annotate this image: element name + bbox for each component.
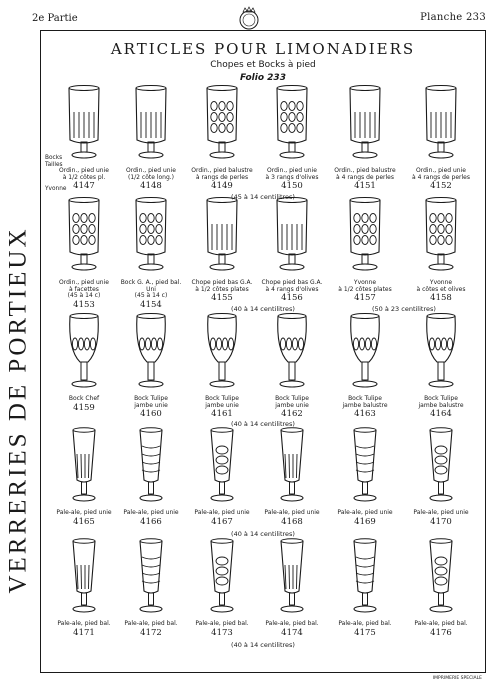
side-note-1: Bocks [45, 155, 63, 161]
glass-illustration [129, 82, 173, 168]
item-number: 4162 [281, 409, 303, 420]
item-caption: à rangs de perles [195, 173, 249, 181]
catalog-item [255, 310, 329, 419]
item-caption: Bock G. A., pied bal. [120, 279, 182, 286]
item-caption: Chope pied bas G.A. [191, 279, 253, 286]
catalog-item [47, 82, 121, 191]
catalog-item [114, 535, 188, 638]
catalog-item [114, 310, 188, 419]
glass-illustration [270, 82, 314, 168]
item-caption: Pale-ale, pied bal. [57, 620, 111, 627]
item-number: 4168 [281, 516, 303, 527]
item-number: 4170 [430, 516, 452, 527]
catalog-item [404, 424, 478, 527]
folio-label: Folio 233 [240, 73, 286, 83]
item-number: 4155 [211, 293, 233, 304]
page-subtitle: Chopes et Bocks à pied [210, 60, 316, 70]
item-caption: Pale-ale, pied unie [413, 509, 469, 516]
glass-illustration [343, 82, 387, 168]
item-caption: jambe balustre [418, 401, 464, 409]
item-caption: Chope pied bas G.A. [261, 279, 323, 286]
glass-illustration [200, 535, 244, 621]
glass-illustration [419, 194, 463, 280]
catalog-item [47, 310, 121, 413]
glass-illustration [270, 535, 314, 621]
item-caption: (45 à 14 c) [134, 292, 168, 300]
item-number: 4150 [281, 181, 303, 192]
catalog-item [328, 194, 402, 303]
item-number: 4154 [140, 299, 162, 310]
glass-illustration [343, 535, 387, 621]
glass-illustration [62, 535, 106, 621]
item-number: 4166 [140, 516, 162, 527]
imprint-label: IMPRIMERIE SPECIALE [432, 676, 482, 681]
glass-illustration [343, 310, 387, 396]
item-number: 4156 [281, 293, 303, 304]
item-number: 4174 [281, 627, 303, 638]
item-number: 4171 [73, 627, 95, 638]
item-caption: Ordin., pied unie [59, 167, 109, 174]
catalog-item [114, 194, 188, 310]
catalog-item [404, 194, 478, 303]
side-note-2: Tailles [45, 162, 63, 168]
glass-illustration [62, 194, 106, 280]
item-caption: Ordin., pied balustre [334, 167, 396, 174]
item-caption: Bock Chef [68, 395, 100, 402]
item-number: 4165 [73, 516, 95, 527]
item-number: 4160 [140, 409, 162, 420]
item-number: 4158 [430, 293, 452, 304]
item-caption: à 4 rangs d'olives [265, 285, 319, 293]
catalog-item [114, 424, 188, 527]
catalog-item [328, 424, 402, 527]
item-number: 4173 [211, 627, 233, 638]
item-caption: à facettes [69, 285, 99, 293]
item-caption: à 3 rangs d'olives [265, 173, 319, 181]
item-caption: Bock Tulipe [205, 395, 239, 402]
capacity-note-right: (50 à 23 centilitres) [372, 305, 436, 313]
catalog-item [255, 194, 329, 303]
item-caption: à 1/2 côtes plates [195, 285, 249, 293]
glass-illustration [419, 424, 463, 510]
item-caption: Pale-ale, pied bal. [414, 620, 468, 627]
glass-illustration [200, 310, 244, 396]
catalog-item [185, 82, 259, 191]
catalog-item [328, 310, 402, 419]
item-number: 4161 [211, 409, 233, 420]
item-caption: Ordin., pied unie [126, 167, 176, 174]
item-caption: Pale-ale, pied bal. [195, 620, 249, 627]
glass-illustration [129, 424, 173, 510]
capacity-note: (40 à 14 centilitres) [231, 641, 295, 649]
catalog-item [404, 82, 478, 191]
item-caption: Yvonne [353, 279, 377, 286]
glass-illustration [200, 424, 244, 510]
item-caption: Pale-ale, pied unie [56, 509, 112, 516]
catalog-item [185, 194, 259, 303]
catalog-item [404, 535, 478, 638]
item-caption: Ordin., pied unie [59, 279, 109, 286]
item-number: 4153 [73, 299, 95, 310]
catalog-item [114, 82, 188, 191]
item-number: 4169 [354, 516, 376, 527]
catalog-item [47, 535, 121, 638]
item-caption: Ordin., pied unie [416, 167, 466, 174]
catalog-item [255, 535, 329, 638]
item-number: 4175 [354, 627, 376, 638]
item-caption: Uni [146, 285, 156, 293]
item-caption: Bock Tulipe [275, 395, 309, 402]
item-number: 4148 [140, 181, 162, 192]
item-caption: Pale-ale, pied unie [123, 509, 179, 516]
item-caption: Ordin., pied balustre [191, 167, 253, 174]
catalog-item [255, 424, 329, 527]
item-number: 4172 [140, 627, 162, 638]
item-number: 4157 [354, 293, 376, 304]
item-caption: Yvonne [429, 279, 453, 286]
item-caption: Ordin., pied unie [267, 167, 317, 174]
item-caption: à 1/2 côtes pl. [62, 173, 106, 181]
item-number: 4151 [354, 181, 376, 192]
glass-illustration [343, 424, 387, 510]
glass-illustration [62, 310, 106, 396]
item-caption: Bock Tulipe [348, 395, 382, 402]
crown-emblem-icon [236, 6, 262, 32]
catalog-item [185, 535, 259, 638]
catalog-item [255, 82, 329, 191]
item-number: 4164 [430, 409, 452, 420]
glass-illustration [419, 310, 463, 396]
glass-illustration [62, 82, 106, 168]
item-caption: à 1/2 côtes plates [338, 285, 392, 293]
catalog-item [47, 194, 121, 310]
glass-illustration [270, 194, 314, 280]
item-number: 4147 [73, 181, 95, 192]
capacity-note: (40 à 14 centilitres) [231, 420, 295, 428]
plate-number: Planche 233 [420, 12, 486, 23]
item-caption: Pale-ale, pied unie [194, 509, 250, 516]
catalog-item [185, 310, 259, 419]
capacity-note: (45 à 14 centilitres) [231, 193, 295, 201]
catalog-item [328, 535, 402, 638]
capacity-note: (40 à 14 centilitres) [231, 305, 295, 313]
part-label: 2e Partie [32, 13, 78, 24]
item-caption: (45 à 14 c) [67, 292, 101, 300]
glass-illustration [129, 535, 173, 621]
item-caption: (1/2 côte long.) [127, 173, 175, 181]
glass-illustration [200, 194, 244, 280]
glass-illustration [419, 82, 463, 168]
item-number: 4163 [354, 409, 376, 420]
glass-illustration [200, 82, 244, 168]
item-number: 4159 [73, 402, 95, 413]
side-note-3: Yvonne [45, 186, 67, 192]
item-caption: jambe unie [134, 401, 168, 409]
glass-illustration [270, 424, 314, 510]
glass-illustration [62, 424, 106, 510]
glass-illustration [129, 310, 173, 396]
item-number: 4149 [211, 181, 233, 192]
catalog-item [404, 310, 478, 419]
capacity-note: (40 à 14 centilitres) [231, 530, 295, 538]
item-number: 4167 [211, 516, 233, 527]
item-number: 4176 [430, 627, 452, 638]
item-caption: à 4 rangs de perles [336, 173, 394, 181]
catalog-item [185, 424, 259, 527]
item-caption: à côtes et olives [416, 285, 466, 293]
glass-illustration [343, 194, 387, 280]
item-caption: Pale-ale, pied bal. [338, 620, 392, 627]
item-number: 4152 [430, 181, 452, 192]
glass-illustration [419, 535, 463, 621]
item-caption: Pale-ale, pied bal. [265, 620, 319, 627]
item-caption: Bock Tulipe [424, 395, 458, 402]
glass-illustration [129, 194, 173, 280]
catalog-item [47, 424, 121, 527]
page-title: ARTICLES POUR LIMONADIERS [110, 40, 416, 58]
item-caption: Pale-ale, pied bal. [124, 620, 178, 627]
item-caption: Bock Tulipe [134, 395, 168, 402]
item-caption: Pale-ale, pied unie [264, 509, 320, 516]
item-caption: jambe unie [205, 401, 239, 409]
item-caption: à 4 rangs de perles [412, 173, 470, 181]
item-caption: jambe unie [275, 401, 309, 409]
item-caption: jambe balustre [342, 401, 388, 409]
item-caption: Pale-ale, pied unie [337, 509, 393, 516]
glass-illustration [270, 310, 314, 396]
vertical-company-title: VERRERIES DE PORTIEUX [5, 226, 32, 594]
catalog-item [328, 82, 402, 191]
